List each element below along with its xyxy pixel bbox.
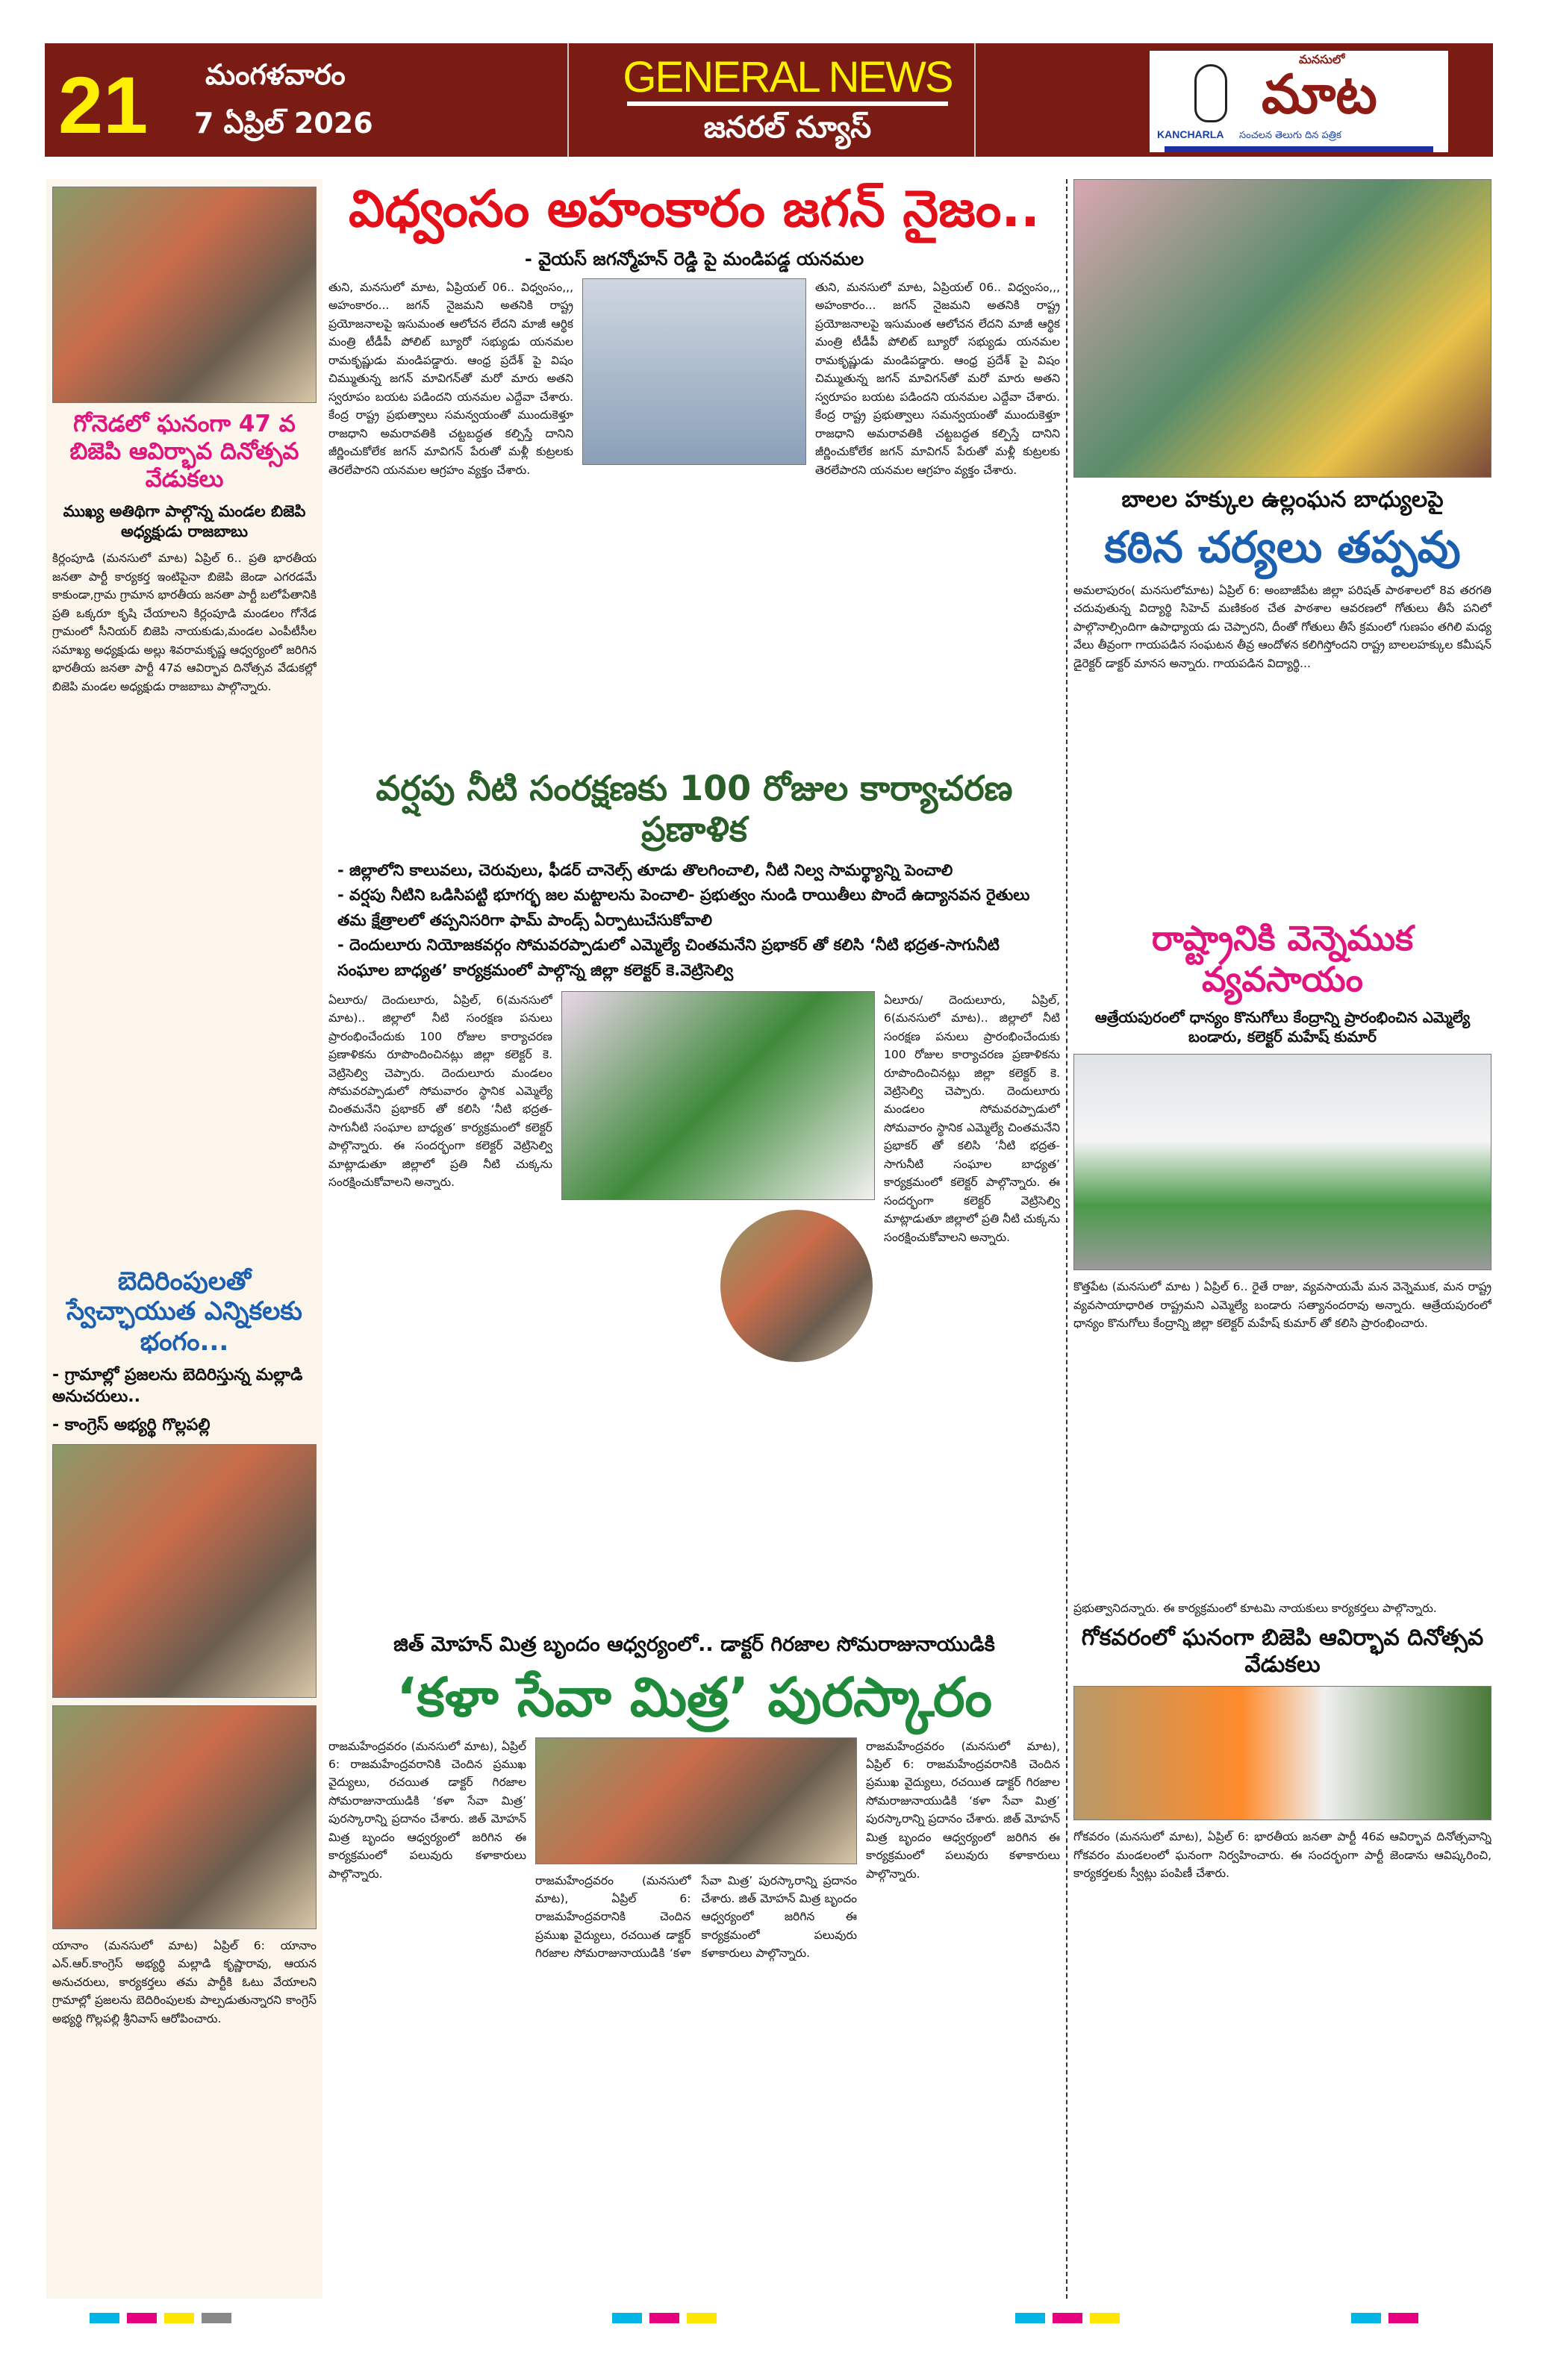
masthead (45, 43, 1493, 157)
divider (627, 101, 948, 106)
story-subhead: - కాంగ్రెస్ అభ్యర్థి గొల్లపల్లి (52, 1416, 211, 1435)
water-bullets (328, 858, 1060, 984)
bjp-flag-photo (52, 187, 317, 403)
logo-tagline: సంచలన తెలుగు దిన పత్రిక (1239, 130, 1341, 141)
logo-brand: KANCHARLA (1157, 128, 1224, 140)
color-swatch (127, 2313, 157, 2323)
lead-headline: విధ్వంసం అహంకారం జగన్ నైజం.. (348, 180, 1041, 239)
logo-main: మాట (1262, 63, 1377, 125)
color-swatch (90, 2313, 119, 2323)
water-story (328, 991, 1060, 1624)
color-swatch (1388, 2313, 1418, 2323)
print-registration-marks (45, 2310, 1493, 2328)
bullet: - వర్షపు నీటిని ఒడిసిపట్టి భూగర్భ జల మట్టాలను పెంచాలి- ప్రభుత్వం నుండి రాయితీలు పొందే ఉద్యానవన రైతులు తమ క్షేత్రాలలో తప్పనిసరిగా ఫామ్ పాండ్స్ ఏర్పాటుచేసుకోవాలి (337, 886, 1030, 929)
water-body: ఏలూరు/ దెందులూరు, ఏప్రిల్, 6(మనసులో మాట).. జిల్లాలో నీటి సంరక్షణ పనులు ప్రారంభించేందుకు 100 రోజుల కార్యాచరణ ప్రణాళికను రూపొందించినట్లు జిల్లా కలెక్టర్ కె. వెట్రిసెల్వి చెప్పారు. దెందులూరు మండలం సోమవరప్పాడులో సోమవారం స్థానిక ఎమ్మెల్యే చింతమనేని ప్రభాకర్ తో కలిసి ‘నీటి భద్రత- సాగునీటి సంఘాల బాధ్యత’ కార్యక్రమంలో కలెక్టర్ పాల్గొన్నారు. ఈ సందర్భంగా కలెక్టర్ వెట్రిసెల్వి మాట్లాడుతూ జిల్లాలో ప్రతి నీటి చుక్కను సంరక్షించుకోవాలని అన్నారు. (884, 993, 1060, 1244)
lead-body: తుని, మనసులో మాట, ఏప్రియల్ 06.. విధ్వంసం,,, అహంకారం... జగన్ నైజమని అతనికి రాష్ట్ర ప్రయోజనాలపై ఇసుమంత ఆలోచన లేదని మాజీ ఆర్థిక మంత్రి టీడీపీ పోలిట్ బ్యూరో సభ్యుడు యనమల రామకృష్ణుడు మండిపడ్డారు. ఆంధ్ర ప్రదేశ్ పై విషం చిమ్ముతున్న జగన్ మావిగన్‌తో మరో మారు అతని స్వరూపం బయట పడిందని యనమల ఎద్దేవా చేశారు. కేంద్ర రాష్ట్ర ప్రభుత్వాలు సమన్వయంతో ముందుకెళ్తూ రాజధాని అమరావతికి చట్టబద్ధత కల్పిస్తే దానిని జీర్ణించుకోలేక జగన్ మావిగన్ పేరుతో మళ్లీ కుట్రలకు తెరలేపారని యనమల ఆగ్రహం వ్యక్తం చేశారు. (815, 280, 1060, 477)
issue-date: 7 ఏప్రిల్ 2026 (194, 107, 373, 140)
story-subhead: ఆత్రేయపురంలో ధాన్యం కొనుగోలు కేంద్రాన్ని ప్రారంభించిన ఎమ్మెల్యే బండారు, కలెక్టర్ మహేష్ కుమార్ (1094, 1008, 1471, 1046)
right-column (1073, 179, 1491, 2299)
candidate-photo (52, 1705, 317, 1929)
story-body: కిర్లంపూడి (మనసులో మాట) ఏప్రిల్ 6.. ప్రతి భారతీయ జనతా పార్టీ కార్యకర్త ఇంటిపైనా బిజెపి జెండా ఎగరడమే కాకుండా,గ్రామ గ్రామాన భారతీయ జనతా పార్టీ బలోపేతానికి ప్రతి ఒక్కరూ కృషి చేయాలని కిర్లంపూడి మండలం గోనేడ గ్రామంలో సీనియర్ బిజెపి నాయకుడు,మండల ఎంపీటీసీల సమాఖ్య అధ్యక్షుడు అల్లు శివరామకృష్ణ ఆధ్వర్యంలో జరిగిన భారతీయ జనతా పార్టీ 47వ ఆవిర్భావ దినోత్సవ వేడుకల్లో బిజెపి మండల అధ్యక్షుడు రాజబాబు పాల్గొన్నారు. (52, 552, 317, 693)
story-closing: ప్రభుత్వానిదన్నారు. ఈ కార్యక్రమంలో కూటమి నాయకులు కార్యకర్తలు పాల్గొన్నారు. (1073, 1601, 1437, 1615)
meeting-photo (561, 991, 875, 1200)
color-swatch (687, 2313, 717, 2323)
story-headline: గోకవరంలో ఘనంగా బిజెపి ఆవిర్భావ దినోత్సవ వేడుకలు (1081, 1625, 1484, 1678)
color-swatch (612, 2313, 642, 2323)
center-column (328, 179, 1060, 2299)
story-kicker: బాలల హక్కుల ఉల్లంఘన బాధ్యులపై (1121, 487, 1444, 513)
story-body: యానాం (మనసులో మాట) ఏప్రిల్ 6: యానాం ఎన్.ఆర్.కాంగ్రెస్ అభ్యర్థి మల్లాడి కృష్ణారావు, ఆయన అనుచరులు, కార్యకర్తలు తమ పార్టీకి ఓటు వేయాలని గ్రామాల్లో ప్రజలను బెదిరింపులకు పాల్పడుతున్నారని కాంగ్రెస్ అభ్యర్థి గొల్లపల్లి శ్రీనివాస్ ఆరోపించారు. (52, 1938, 317, 2026)
award-body: రాజమహేంద్రవరం (మనసులో మాట), ఏప్రిల్ 6: రాజమహేంద్రవరానికి చెందిన ప్రముఖ వైద్యులు, రచయిత డాక్టర్ గిరజాల సోమరాజునాయుడికి ‘కళా సేవా మిత్ర’ పురస్కారాన్ని ప్రదానం చేశారు. జిత్ మోహన్ మిత్ర బృందం ఆధ్వర్యంలో జరిగిన ఈ కార్యక్రమంలో పలువురు కళాకారులు పాల్గొన్నారు. (328, 1739, 526, 1881)
story-headline: కఠిన చర్యలు తప్పవు (1104, 522, 1461, 572)
story-body: అమలాపురం( మనసులోమాట) ఏప్రిల్ 6: అంబాజీపేట జిల్లా పరిషత్ పాఠశాలలో 8వ తరగతి చదువుతున్న విద్యార్థి సిహెచ్ మణికంఠ చేత పాఠశాల ఆవరణలో గోతులు తీసే పనిలో పాల్గొనాల్సిందిగా ఉపాధ్యాయ డు చెప్పారని, దీంతో గోతులు తీసే క్రమంలో గుణపం తగిలి మధ్య వేలు తీవ్రంగా గాయపడిన సంఘటన తీవ్ర ఆందోళన కలిగిస్తోందని రాష్ట్ర బాలలహక్కుల కమీషన్ డైరెక్టర్ డాక్టర్ మానస అన్నారు. గాయపడిన విద్యార్థి... (1073, 583, 1491, 670)
divider (567, 43, 569, 157)
lead-story (328, 278, 1060, 760)
award-photo (535, 1737, 857, 1864)
divider (974, 43, 976, 157)
award-headline: ‘కళా సేవా మిత్ర’ పురస్కారం (396, 1666, 993, 1729)
award-body: రాజమహేంద్రవరం (మనసులో మాట), ఏప్రిల్ 6: రాజమహేంద్రవరానికి చెందిన ప్రముఖ వైద్యులు, రచయిత డాక్టర్ గిరజాల సోమరాజునాయుడికి ‘కళా సేవా మిత్ర’ పురస్కారాన్ని ప్రదానం చేశారు. జిత్ మోహన్ మిత్ర బృందం ఆధ్వర్యంలో జరిగిన ఈ కార్యక్రమంలో పలువురు కళాకారులు పాల్గొన్నారు. (535, 1873, 857, 1961)
procurement-photo (1073, 1054, 1491, 1270)
leader-portrait-photo (582, 278, 806, 465)
bjp-celebration-photo (1073, 1686, 1491, 1820)
water-photos (561, 991, 875, 1624)
inset-circle-photo (718, 1208, 875, 1364)
award-body: రాజమహేంద్రవరం (మనసులో మాట), ఏప్రిల్ 6: రాజమహేంద్రవరానికి చెందిన ప్రముఖ వైద్యులు, రచయిత డాక్టర్ గిరజాల సోమరాజునాయుడికి ‘కళా సేవా మిత్ర’ పురస్కారాన్ని ప్రదానం చేశారు. జిత్ మోహన్ మిత్ర బృందం ఆధ్వర్యంలో జరిగిన ఈ కార్యక్రమంలో పలువురు కళాకారులు పాల్గొన్నారు. (866, 1739, 1060, 1881)
story-headline: బెదిరింపులతో స్వేచ్ఛాయుత ఎన్నికలకు భంగం... (66, 1266, 302, 1358)
color-swatch (202, 2313, 231, 2323)
section-title-en: GENERAL NEWS (623, 53, 953, 101)
water-body: ఏలూరు/ దెందులూరు, ఏప్రిల్, 6(మనసులో మాట).. జిల్లాలో నీటి సంరక్షణ పనులు ప్రారంభించేందుకు 100 రోజుల కార్యాచరణ ప్రణాళికను రూపొందించినట్లు జిల్లా కలెక్టర్ కె. వెట్రిసెల్వి చెప్పారు. దెందులూరు మండలం సోమవరప్పాడులో సోమవారం స్థానిక ఎమ్మెల్యే చింతమనేని ప్రభాకర్ తో కలిసి ‘నీటి భద్రత- సాగునీటి సంఘాల బాధ్యత’ కార్యక్రమంలో కలెక్టర్ పాల్గొన్నారు. ఈ సందర్భంగా కలెక్టర్ వెట్రిసెల్వి మాట్లాడుతూ జిల్లాలో ప్రతి నీటి చుక్కను సంరక్షించుకోవాలని అన్నారు. (328, 993, 552, 1190)
story-headline: గోనెడలో ఘనంగా 47 వ బిజెపి ఆవిర్భావ దినోత్సవ వేడుకలు (69, 410, 299, 493)
logo-small: మనసులో (1299, 52, 1345, 66)
color-swatch (1015, 2313, 1045, 2323)
left-column (46, 179, 322, 2299)
crowd-photo (52, 1444, 317, 1698)
color-swatch (1351, 2313, 1381, 2323)
founder-portrait-icon (1194, 64, 1227, 122)
newspaper-logo (1150, 51, 1448, 152)
color-swatch (164, 2313, 194, 2323)
school-visit-photo (1073, 179, 1491, 478)
water-headline: వర్షపు నీటి సంరక్షణకు 100 రోజుల కార్యాచరణ ప్రణాళిక (375, 768, 1013, 850)
logo-bar (1165, 146, 1433, 152)
bullet: - దెందులూరు నియోజకవర్గం సోమవరప్పాడులో ఎమ్మెల్యే చింతమనేని ప్రభాకర్ తో కలిసి ‘నీటి భద్రత-సాగునీటి సంఘాల బాధ్యత’ కార్యక్రమంలో పాల్గొన్న జిల్లా కలెక్టర్ కె.వెట్రిసెల్వి (337, 936, 1000, 979)
color-swatch (649, 2313, 679, 2323)
color-swatch (1090, 2313, 1120, 2323)
story-body: కొత్తపేట (మనసులో మాట ) ఏప్రిల్ 6.. రైతే రాజు, వ్యవసాయమే మన వెన్నెముక, మన రాష్ట్ర వ్యవసాయాధారిత రాష్ట్రమని ఎమ్మెల్యే బండారు సత్యానందరావు అన్నారు. ఆత్రేయపురంలో ధాన్యం కొనుగోలు కేంద్రాన్ని జిల్లా కలెక్టర్ మహేష్ కుమార్ తో కలిసి ప్రారంభించారు. (1073, 1280, 1491, 1331)
issue-day: మంగళవారం (205, 58, 346, 91)
story-headline: రాష్ట్రానికి వెన్నెముక వ్యవసాయం (1151, 918, 1414, 1000)
lead-body: తుని, మనసులో మాట, ఏప్రియల్ 06.. విధ్వంసం,,, అహంకారం... జగన్ నైజమని అతనికి రాష్ట్ర ప్రయోజనాలపై ఇసుమంత ఆలోచన లేదని మాజీ ఆర్థిక మంత్రి టీడీపీ పోలిట్ బ్యూరో సభ్యుడు యనమల రామకృష్ణుడు మండిపడ్డారు. ఆంధ్ర ప్రదేశ్ పై విషం చిమ్ముతున్న జగన్ మావిగన్‌తో మరో మారు అతని స్వరూపం బయట పడిందని యనమల ఎద్దేవా చేశారు. కేంద్ర రాష్ట్ర ప్రభుత్వాలు సమన్వయంతో ముందుకెళ్తూ రాజధాని అమరావతికి చట్టబద్ధత కల్పిస్తే దానిని జీర్ణించుకోలేక జగన్ మావిగన్ పేరుతో మళ్లీ కుట్రలకు తెరలేపారని యనమల ఆగ్రహం వ్యక్తం చేశారు. (328, 280, 573, 477)
color-swatch (1053, 2313, 1082, 2323)
lead-subhead: - వైయస్ జగన్మోహన్ రెడ్డి పై మండిపడ్డ యనమల (524, 248, 864, 269)
award-story (328, 1737, 1060, 2299)
award-kicker: జిత్ మోహన్ మిత్ర బృందం ఆధ్వర్యంలో.. డాక్టర్ గిరజాల సోమరాజునాయుడికి (393, 1633, 995, 1657)
bullet: - జిల్లాలోని కాలువలు, చెరువులు, ఫీడర్ చానెల్స్ తూడు తొలగించాలి, నీటి నిల్వ సామర్థ్యాన్ని పెంచాలి (337, 861, 953, 879)
story-subhead: - గ్రామాల్లో ప్రజలను బెదిరిస్తున్న మల్లాడి అనుచరులు.. (52, 1366, 303, 1406)
award-middle (535, 1737, 857, 2299)
section-title-te: జనరల్ న్యూస్ (703, 110, 872, 145)
page-number: 21 (58, 60, 149, 150)
story-subhead: ముఖ్య అతిథిగా పాల్గొన్న మండల బిజెపి అధ్యక్షుడు రాజబాబు (63, 502, 306, 540)
column-divider (1066, 179, 1067, 2299)
story-body: గోకవరం (మనసులో మాట), ఏప్రిల్ 6: భారతీయ జనతా పార్టీ 46వ ఆవిర్భావ దినోత్సవాన్ని గోకవరం మండలంలో ఘనంగా నిర్వహించారు. ఈ సందర్భంగా పార్టీ జెండాను ఆవిష్కరించి, కార్యకర్తలకు స్వీట్లు పంపిణీ చేశారు. (1073, 1830, 1491, 1881)
